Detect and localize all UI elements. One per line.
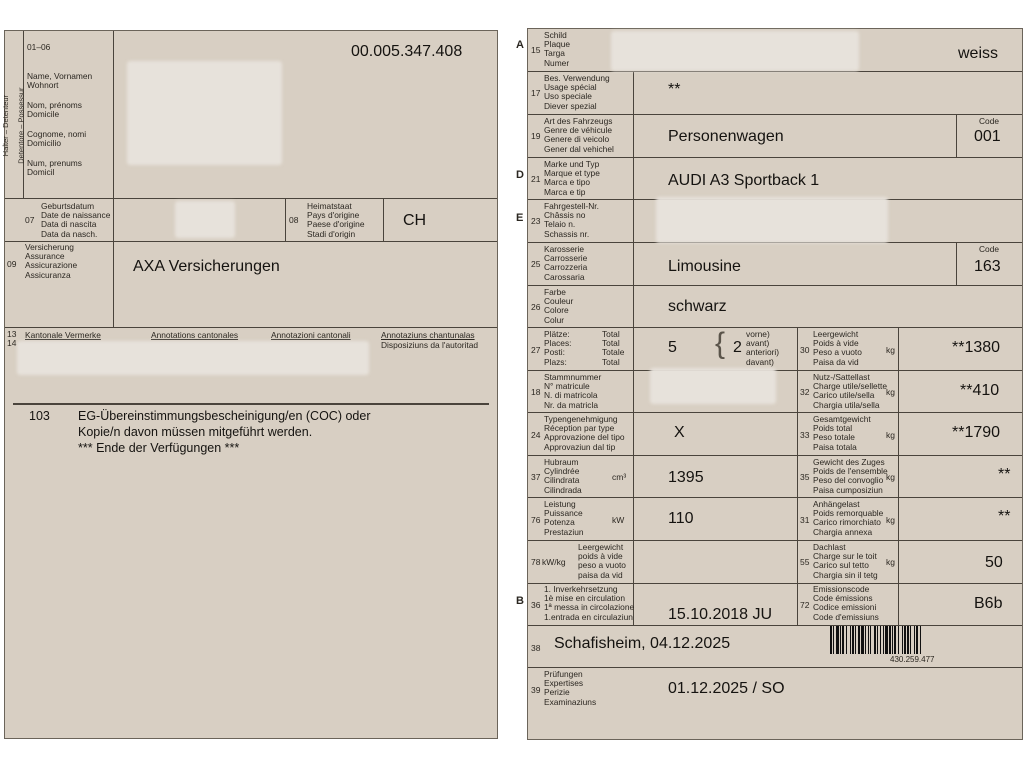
barcode-bar — [904, 626, 906, 654]
total-weight-value: **1790 — [952, 424, 1001, 441]
brace-icon: { — [715, 327, 726, 360]
barcode-bar — [916, 626, 918, 654]
field-number: 78 — [531, 557, 541, 567]
barcode-bar — [836, 626, 839, 654]
divider — [13, 403, 489, 405]
divider — [528, 114, 1022, 115]
unit-kg: kg — [886, 430, 895, 440]
field-number: 31 — [800, 515, 810, 525]
barcode-bar — [830, 626, 832, 654]
barcode-bar — [870, 626, 871, 654]
field-number: 18 — [531, 387, 541, 397]
inspection-label: Prüfungen Expertises Perizie Examinaziuns — [544, 669, 597, 707]
power-value: 110 — [668, 510, 694, 527]
field-number: 26 — [531, 302, 541, 312]
divider — [528, 327, 1022, 328]
special-use-value: ** — [668, 81, 681, 98]
barcode-bar — [885, 626, 888, 654]
plate-color-value: weiss — [958, 45, 999, 62]
birthdate-label: Geburtsdatum Date de naissance Data di nascita Data da nasch. — [41, 201, 111, 239]
unit-kw-per-kg: kW/kg — [542, 557, 566, 567]
name-label-rm: Num, prenums Domicil — [27, 158, 82, 178]
type-approval-label: Typengenehmigung Réception par type Approvazione del tipo Approvaziun dal tip — [544, 414, 625, 452]
cantonal-label-rm: Annotaziuns chantunalas — [381, 330, 475, 340]
barcode-bar — [898, 626, 899, 654]
barcode-bar — [907, 626, 909, 654]
unit-kw: kW — [612, 515, 625, 525]
emission-code-label: Emissionscode Code émissions Codice emissioni Code d'emissiuns — [813, 584, 879, 622]
barcode-bar — [883, 626, 884, 654]
vehicle-kind-label: Art des Fahrzeugs Genre de véhicule Genere di veicolo Gener dal vehichel — [544, 116, 614, 154]
plate-label: Schild Plaque Targa Numer — [544, 30, 571, 68]
trailer-load-label: Anhängelast Poids remorquable Carico rimorchiato Chargia annexa — [813, 499, 884, 537]
roof-load-value: 50 — [985, 554, 1003, 571]
holder-page — [1, 30, 498, 739]
divider — [113, 31, 114, 327]
divider — [528, 540, 1022, 541]
seats-total-value: 5 — [668, 339, 677, 356]
field-range: 01–06 — [27, 42, 51, 52]
inspection-value: 01.12.2025 / SO — [668, 680, 785, 697]
barcode-bar — [846, 626, 847, 654]
barcode — [830, 626, 1018, 654]
field-number: 32 — [800, 387, 810, 397]
field-number: 19 — [531, 131, 541, 141]
section-letter: E — [516, 212, 524, 224]
empty-weight-label: Leergewicht Poids à vide Peso a vuoto Paisa da vid — [813, 329, 862, 367]
chassis-label: Fahrgestell-Nr. Châssis no Telaio n. Schassis nr. — [544, 201, 599, 239]
body-code: 163 — [974, 258, 1001, 275]
divider — [528, 285, 1022, 286]
barcode-bar — [840, 626, 841, 654]
field-number: 14 — [7, 338, 17, 348]
vehicle-kind-value: Personenwagen — [668, 128, 784, 145]
redacted-chassis-number — [656, 197, 888, 243]
divider — [528, 71, 1022, 72]
body-value: Limousine — [668, 258, 741, 275]
field-number: 23 — [531, 216, 541, 226]
holder-side-label-2: Detentore – Possessur — [16, 87, 26, 164]
vehicle-page — [516, 28, 1023, 740]
cantonal-label-it: Annotazioni cantonali — [271, 330, 351, 340]
power-ratio-label: Leergewicht poids à vide peso a vuoto paisa da vid — [578, 542, 626, 580]
field-number: 09 — [7, 259, 17, 269]
divider — [797, 327, 798, 625]
payload-value: **410 — [960, 382, 1000, 399]
field-number: 24 — [531, 430, 541, 440]
body-label: Karosserie Carrosserie Carrozzeria Carossaria — [544, 244, 588, 282]
place-date-value: Schafisheim, 04.12.2025 — [554, 635, 731, 652]
barcode-bar — [920, 626, 921, 654]
barcode-number: 430.259.477 — [890, 655, 935, 664]
seats-front-label: vorne) avant) anteriori) davant) — [746, 329, 780, 367]
barcode-bar — [889, 626, 891, 654]
holder-side-label: Halter – Detenteur — [1, 94, 11, 157]
roof-load-label: Dachlast Charge sur le toit Carico sul tetto Chargia sin il tetg — [813, 542, 878, 580]
divider — [5, 327, 497, 328]
code-label: Code — [979, 116, 1000, 126]
special-use-label: Bes. Verwendung Usage spécial Uso speciale Diever spezial — [544, 73, 610, 111]
home-country-value: CH — [403, 212, 427, 229]
field-number: 35 — [800, 472, 810, 482]
train-weight-value: ** — [998, 466, 1011, 483]
redacted-plate-number — [611, 31, 859, 71]
first-registration-value: 15.10.2018 JU — [668, 606, 773, 623]
trailer-load-value: ** — [998, 508, 1011, 525]
redacted-holder-name — [127, 61, 282, 165]
seats-front-value: 2 — [733, 339, 742, 356]
total-weight-label: Gesamtgewicht Poids total Peso totale Paisa totala — [813, 414, 871, 452]
divider — [898, 327, 899, 625]
unit-kg: kg — [886, 557, 895, 567]
field-number: 72 — [800, 600, 810, 610]
barcode-bar — [880, 626, 881, 654]
barcode-bar — [877, 626, 878, 654]
insurance-value: AXA Versicherungen — [133, 258, 280, 275]
field-number: 07 — [25, 215, 35, 225]
train-weight-label: Gewicht des Zuges Poids de l'ensemble Peso del convoglio Paisa cumposiziun — [813, 457, 888, 495]
name-label-fr: Nom, prénoms Domicile — [27, 100, 82, 120]
section-letter: D — [516, 169, 524, 181]
divider — [5, 241, 497, 242]
field-number: 25 — [531, 259, 541, 269]
field-number: 08 — [289, 215, 299, 225]
field-number: 30 — [800, 345, 810, 355]
unit-kg: kg — [886, 515, 895, 525]
unit-cm3: cm³ — [612, 472, 627, 482]
divider — [383, 198, 384, 241]
vehicle-kind-code: 001 — [974, 128, 1001, 145]
field-number: 38 — [531, 643, 541, 653]
matricule-label: Stammnummer N° matricule N. di matricola Nr. da matricla — [544, 372, 602, 410]
make-value: AUDI A3 Sportback 1 — [668, 172, 820, 189]
first-registration-label: 1. Inverkehrsetzung 1è mise en circulation 1ª messa in circolazione 1.entrada en circulaziun — [544, 584, 635, 622]
divider — [528, 157, 1022, 158]
unit-kg: kg — [886, 345, 895, 355]
barcode-bar — [902, 626, 903, 654]
barcode-bar — [858, 626, 860, 654]
barcode-bar — [892, 626, 893, 654]
remark-code: 103 — [29, 409, 50, 423]
name-label-it: Cognome, nomi Domicilio — [27, 129, 87, 149]
field-number: 33 — [800, 430, 810, 440]
barcode-bar — [910, 626, 911, 654]
displacement-value: 1395 — [668, 469, 704, 486]
disposition-label: Disposiziuns da l'autoritad — [381, 340, 479, 350]
barcode-bar — [861, 626, 864, 654]
name-label-de: Name, Vornamen Wohnort — [27, 71, 93, 91]
payload-label: Nutz-/Sattellast Charge utile/sellette Carico utile/sella Chargia utila/sella — [813, 372, 888, 410]
field-number: 13 — [7, 329, 17, 339]
field-number: 36 — [531, 600, 541, 610]
barcode-bar — [850, 626, 851, 654]
type-approval-value: X — [674, 424, 685, 441]
field-number: 27 — [531, 345, 541, 355]
unit-kg: kg — [886, 472, 895, 482]
barcode-bar — [852, 626, 854, 654]
redacted-birthdate — [175, 201, 235, 238]
insurance-label: Versicherung Assurance Assicurazione Assicuranza — [25, 242, 78, 280]
section-letter: A — [516, 39, 524, 51]
seats-total-label: Total Total Totale Total — [602, 329, 625, 367]
home-country-label: Heimatstaat Pays d'origine Paese d'origine Stadi d'origin — [307, 201, 365, 239]
field-number: 39 — [531, 685, 541, 695]
displacement-label: Hubraum Cylindrée Cilindrata Cilindrada — [544, 457, 582, 495]
document-number: 00.005.347.408 — [351, 43, 463, 60]
barcode-bar — [865, 626, 866, 654]
barcode-bar — [842, 626, 844, 654]
seats-label: Plätze: Places: Posti: Plazs: — [544, 329, 572, 367]
make-label: Marke und Typ Marque et type Marca e tipo Marca e tip — [544, 159, 600, 197]
field-number: 21 — [531, 174, 541, 184]
field-number: 17 — [531, 88, 541, 98]
empty-weight-value: **1380 — [952, 339, 1001, 356]
divider — [633, 71, 634, 625]
color-label: Farbe Couleur Colore Colur — [544, 287, 574, 325]
color-value: schwarz — [668, 298, 727, 315]
barcode-bar — [855, 626, 856, 654]
power-label: Leistung Puissance Potenza Prestaziun — [544, 499, 584, 537]
code-label: Code — [979, 244, 1000, 254]
divider — [528, 667, 1022, 668]
remark-text: EG-Übereinstimmungsbescheinigung/en (COC) oder Kopie/n davon müssen mitgeführt werden. *** Ende der Verfügungen *** — [78, 409, 371, 455]
divider — [285, 198, 286, 241]
divider — [5, 198, 497, 199]
cantonal-label-fr: Annotations cantonales — [151, 330, 239, 340]
field-number: 37 — [531, 472, 541, 482]
emission-code-value: B6b — [974, 595, 1003, 612]
divider — [528, 497, 1022, 498]
redacted-annotation — [17, 341, 369, 375]
field-number: 55 — [800, 557, 810, 567]
barcode-bar — [868, 626, 869, 654]
divider — [956, 242, 957, 285]
section-letter: B — [516, 595, 524, 607]
divider — [956, 114, 957, 157]
barcode-bar — [874, 626, 876, 654]
barcode-bar — [914, 626, 915, 654]
divider — [528, 455, 1022, 456]
cantonal-label-de: Kantonale Vermerke — [25, 330, 101, 340]
barcode-bar — [833, 626, 834, 654]
divider — [528, 412, 1022, 413]
field-number: 15 — [531, 45, 541, 55]
field-number: 76 — [531, 515, 541, 525]
barcode-bar — [894, 626, 896, 654]
redacted-matricule — [650, 368, 776, 404]
unit-kg: kg — [886, 387, 895, 397]
